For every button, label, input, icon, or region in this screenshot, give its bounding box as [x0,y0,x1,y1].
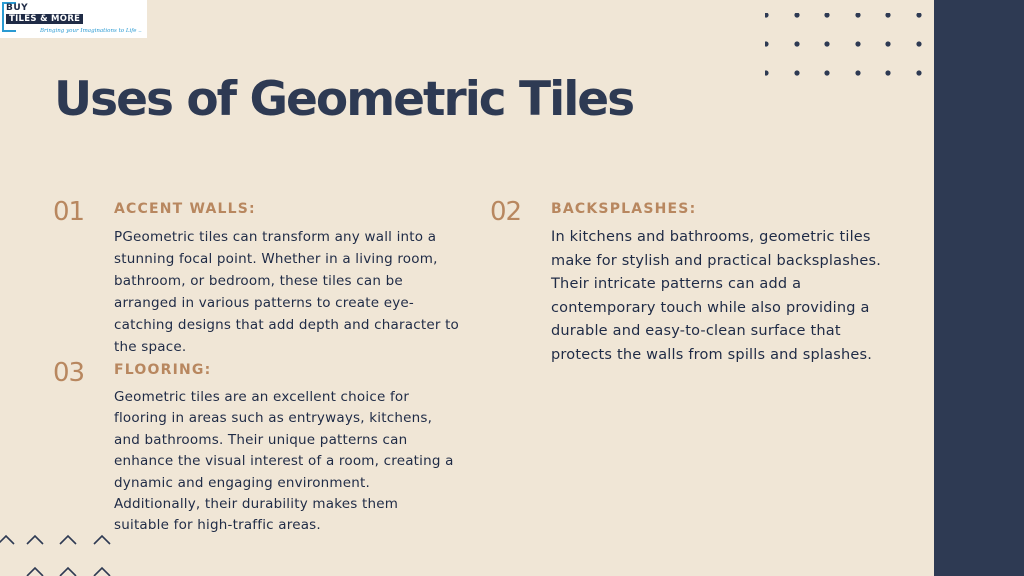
section-text-accent-walls: PGeometric tiles can transform any wall into a stunning focal point. Whether in a living room, bathroom, or bedroom, these tiles can be arranged in various patterns to create eye-catching designs that add depth and character to the space. [114,229,460,355]
section-number-01: 01 [53,197,85,227]
logo-word-tiles-more: TILES & MORE [6,14,83,24]
brand-logo[interactable] [0,0,147,38]
section-heading-flooring: FLOORING: [114,362,212,378]
section-number-03: 03 [53,358,85,388]
right-sidebar-band [934,0,1024,576]
page-title: Uses of Geometric Tiles [54,72,634,127]
section-text-backsplashes: In kitchens and bathrooms, geometric tiles make for stylish and practical backsplashes. Their intricate patterns can add a contemporary touch while also providing a durable and easy-to-clean surface that protects the walls from spills and splashes. [551,229,882,363]
section-text-flooring: Geometric tiles are an excellent choice for flooring in areas such as entryways, kitchens, and bathrooms. Their unique patterns can enhance the visual interest of a room, creating a dynamic and engaging environment. Additionally, their durability makes them suitable for high-traffic areas. [114,389,454,534]
section-heading-backsplashes: BACKSPLASHES: [551,201,697,217]
section-number-02: 02 [490,197,522,227]
chevron-up-decoration [0,528,120,576]
dot-grid-decoration [765,13,925,77]
logo-tagline: Bringing your Imaginations to Life .. [40,28,142,34]
section-heading-accent-walls: ACCENT WALLS: [114,201,256,217]
logo-word-buy: BUY [6,3,29,13]
